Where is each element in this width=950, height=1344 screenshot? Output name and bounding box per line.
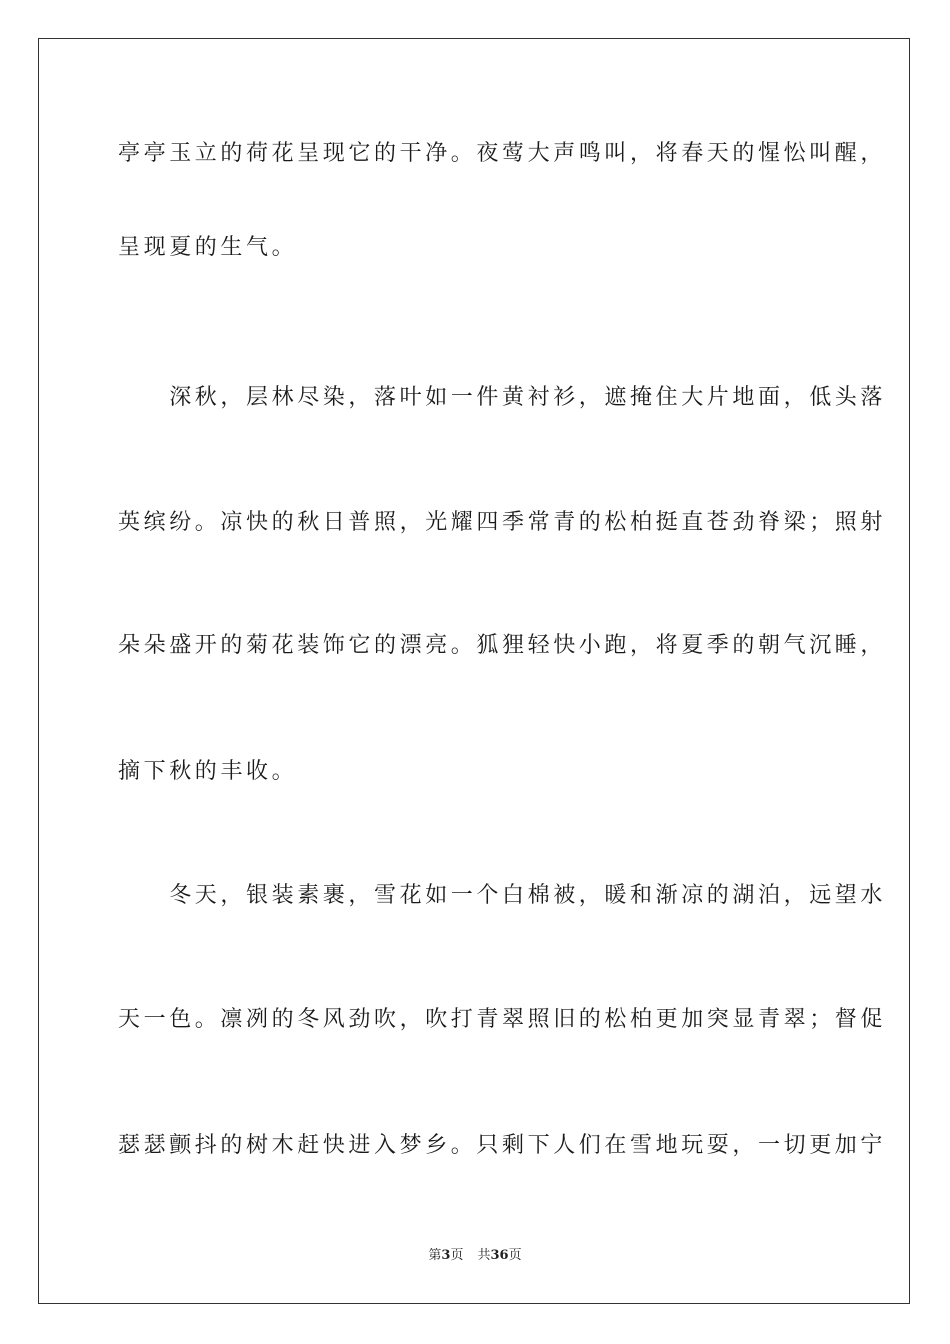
paragraph-start-line: 深秋，层林尽染，落叶如一件黄衬衫，遮掩住大片地面，低头落 [118, 385, 887, 410]
page-footer [0, 1247, 950, 1265]
page-suffix: 页 [450, 1248, 464, 1263]
text-line: 天一色。凛冽的冬风劲吹，吹打青翠照旧的松柏更加突显青翠；督促 [118, 1007, 887, 1032]
text-line: 朵朵盛开的菊花装饰它的漂亮。狐狸轻快小跑，将夏季的朝气沉睡， [118, 633, 887, 658]
total-suffix: 页 [508, 1248, 522, 1263]
text-line: 瑟瑟颤抖的树木赶快进入梦乡。只剩下人们在雪地玩耍，一切更加宁 [118, 1133, 887, 1158]
page-number: 3 [441, 1248, 451, 1263]
total-prefix: 共 [477, 1248, 491, 1263]
text-line: 呈现夏的生气。 [118, 235, 298, 260]
text-line: 摘下秋的丰收。 [118, 759, 298, 784]
text-line: 亭亭玉立的荷花呈现它的干净。夜莺大声鸣叫，将春天的惺忪叫醒， [118, 141, 887, 166]
text-line: 英缤纷。凉快的秋日普照，光耀四季常青的松柏挺直苍劲脊梁；照射 [118, 510, 887, 535]
paragraph-start-line: 冬天，银装素裹，雪花如一个白棉被，暖和渐凉的湖泊，远望水 [118, 883, 887, 908]
page-border [38, 38, 910, 1304]
page-prefix: 第 [428, 1248, 442, 1263]
total-pages: 36 [490, 1248, 509, 1263]
